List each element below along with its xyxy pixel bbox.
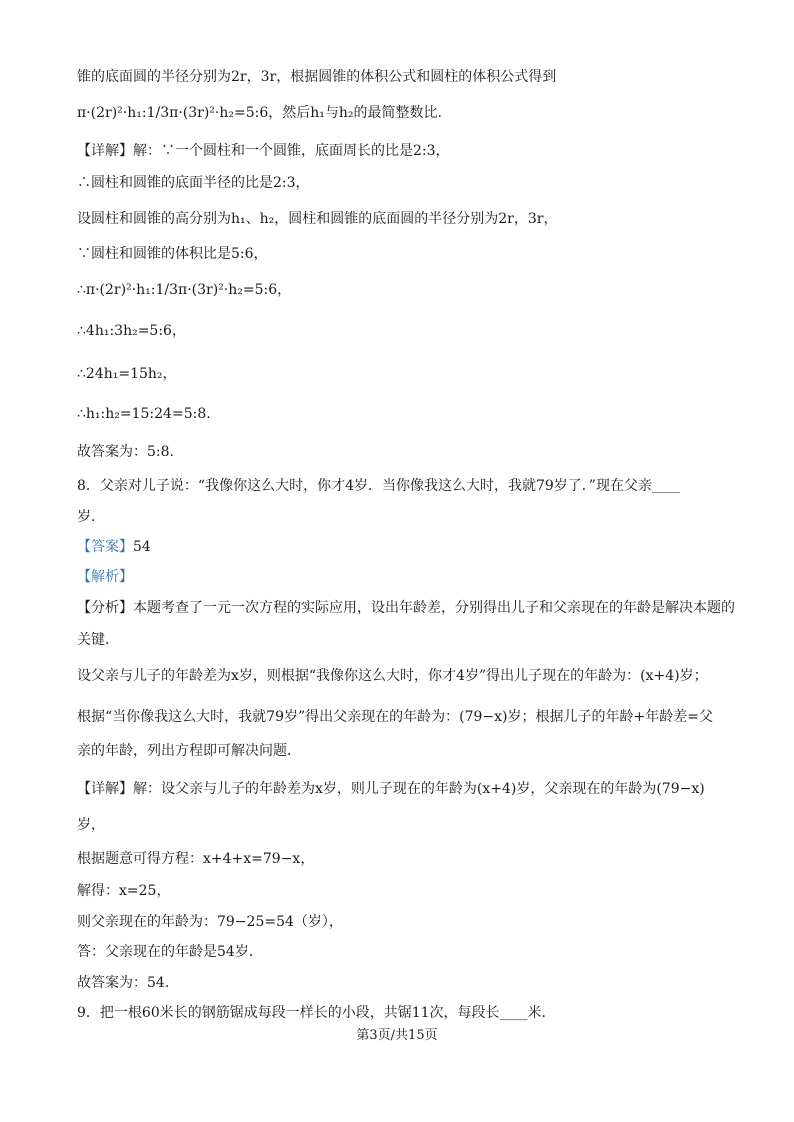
detail-line: 【详解】解：∵一个圆柱和一个圆锥，底面周长的比是2:3， [77,143,450,159]
analysis-label: 【解析】 [77,569,133,585]
text-line: 根据“当你像我这么大时，我就79岁”得出父亲现在的年龄为：(79−x)岁；根据儿子的年龄+年龄差=父 [77,709,713,725]
text-line: 锥的底面圆的半径分别为2r，3r，根据圆锥的体积公式和圆柱的体积公式得到 [77,69,557,85]
question-9: 9．把一根60米长的钢筋锯成每段一样长的小段，共锯11次，每段长____米． [77,1005,556,1021]
question-8: 8．父亲对儿子说：“我像你这么大时，你才4岁．当你像我这么大时，我就79岁了．”现在父亲____ [77,478,680,494]
math-line: ∴4h₁:3h₂=5:6， [77,323,186,339]
math-line: 解得：x=25， [77,883,171,899]
text-line: 设圆柱和圆锥的高分别为h₁、h₂，圆柱和圆锥的底面圆的半径分别为2r，3r， [77,211,558,227]
text-line: 故答案为：54. [77,975,170,991]
text-line: 设父亲与儿子的年龄差为x岁，则根据“我像你这么大时，你才4岁”得出儿子现在的年龄为：(x+4)岁； [77,668,708,684]
text-line: 关键． [77,632,119,648]
answer-label: 【答案】 [77,539,133,555]
answer-line [77,538,734,556]
math-line: 根据题意可得方程：x+4+x=79−x， [77,851,315,867]
math-line: ∴π·(2r)²·h₁:1/3π·(3r)²·h₂=5:6， [77,282,292,298]
answer-value: 54 [133,539,151,555]
detail-line: 【详解】解：设父亲与儿子的年龄差为x岁，则儿子现在的年龄为(x+4)岁，父亲现在的年龄为(79−x) [77,781,705,797]
text-line: 答：父亲现在的年龄是54岁． [77,944,263,960]
text-line: ∵圆柱和圆锥的体积比是5:6， [77,246,268,262]
text-line: 亲的年龄，列出方程即可解决问题． [77,743,301,759]
math-line: 则父亲现在的年龄为：79−25=54（岁）， [77,914,343,930]
math-line: ∴24h₁=15h₂， [77,366,177,382]
text-line: 岁， [77,817,105,833]
text-line: ∴圆柱和圆锥的底面半径的比是2:3， [77,175,310,191]
question-8-cont: 岁． [77,509,105,525]
analysis-line: 【分析】本题考查了一元一次方程的实际应用，设出年龄差，分别得出儿子和父亲现在的年龄是解决本题的 [77,600,735,616]
math-line: ∴h₁:h₂=15:24=5:8. [77,406,211,422]
text-line: 故答案为：5:8. [77,444,174,460]
math-line: π·(2r)²·h₁:1/3π·(3r)²·h₂=5:6，然后h₁与h₂的最简整数比. [77,105,442,121]
page-number: 第3页/共15页 [356,1028,438,1043]
